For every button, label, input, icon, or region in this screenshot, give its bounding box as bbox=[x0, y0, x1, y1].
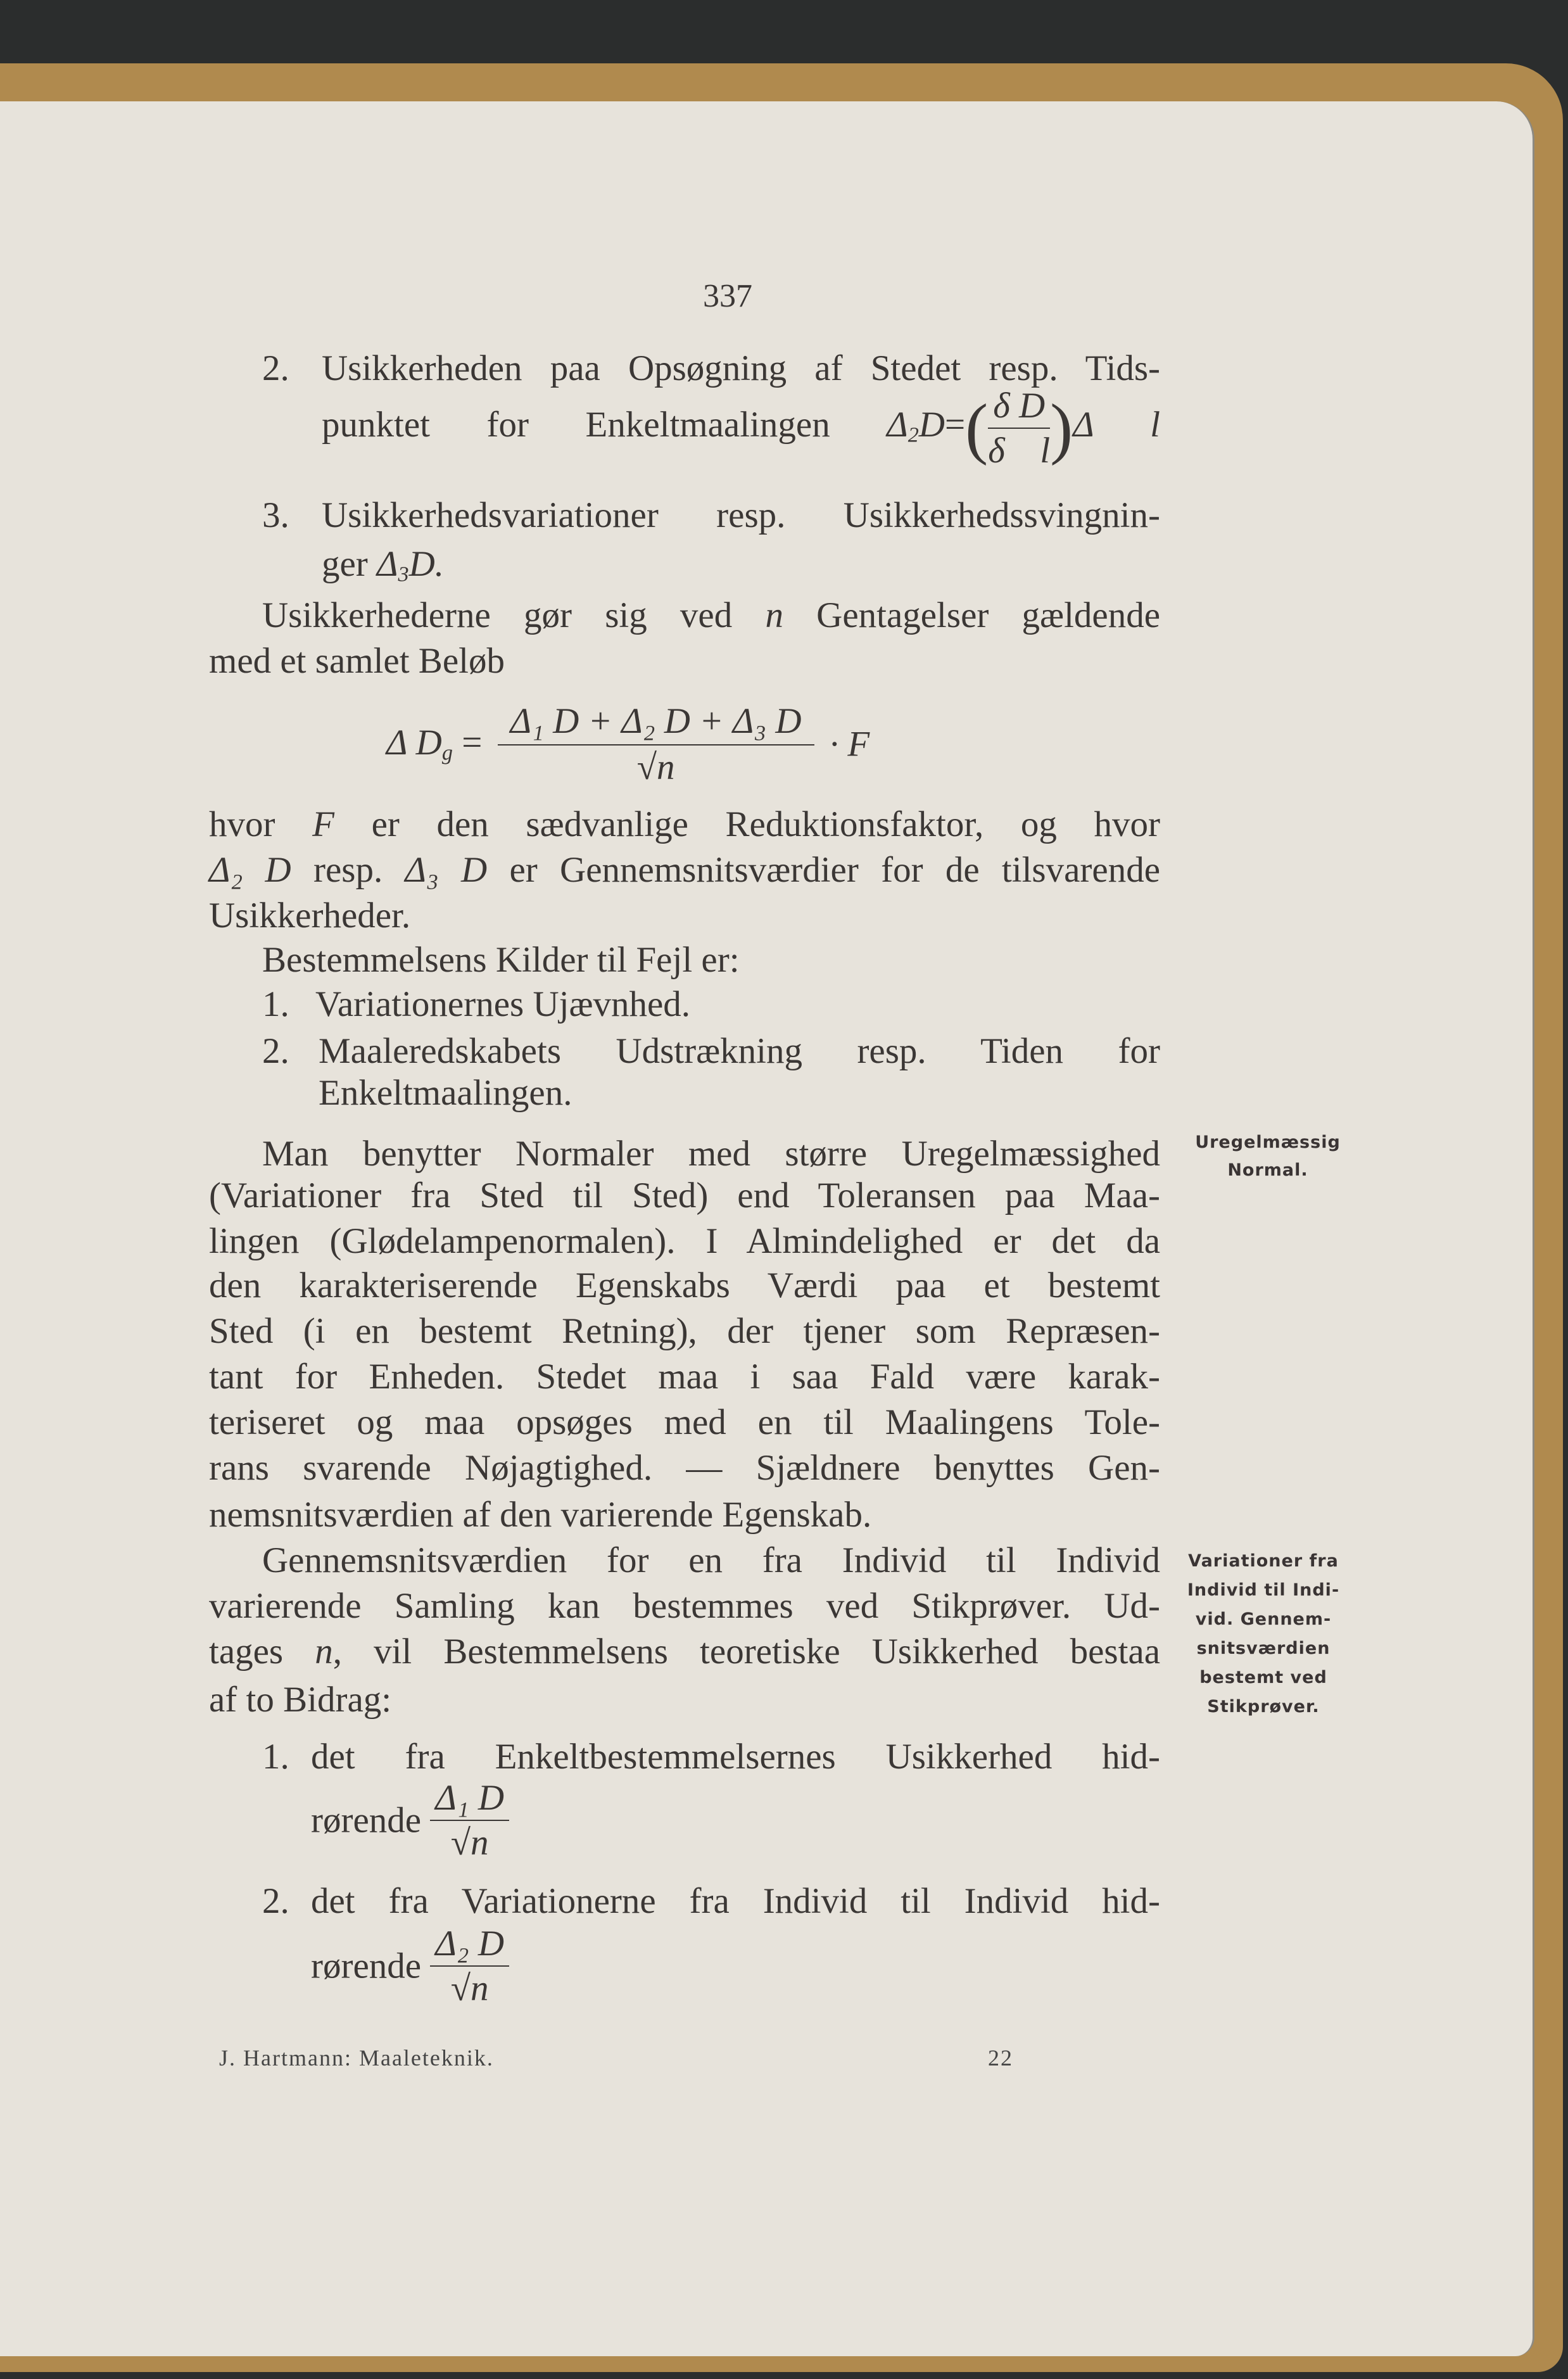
list-item-text: Usikkerhedsvariationer resp. Usikkerhedssvingnin- bbox=[322, 495, 1160, 535]
formula-delta2-d: $\Delta_2D$ bbox=[887, 405, 945, 447]
list-item-text: det fra Enkeltbestemmelsernes Usikkerhed hid- bbox=[311, 1737, 1160, 1777]
delta-l: Δ l bbox=[1073, 405, 1160, 445]
list-item-text: ger $\Delta_3D$. bbox=[322, 544, 445, 587]
list-item-text: Maaleredskabets Udstrækning resp. Tiden for bbox=[319, 1031, 1160, 1071]
paragraph-line: af to Bidrag: bbox=[209, 1680, 392, 1720]
footer-author-title: J. Hartmann: Maaleteknik. bbox=[219, 2045, 494, 2071]
paragraph-line: tant for Enheden. Stedet maa i saa Fald være karak- bbox=[209, 1357, 1160, 1397]
contribution-formula: rørende $\frac{\text{Δ₂ D}}{√n}$ bbox=[311, 1925, 509, 2007]
paragraph-line: Gennemsnitsværdien for en fra Individ til Individ bbox=[262, 1540, 1160, 1580]
paragraph-line: Δ₂ D resp. Δ₃ D er Gennemsnitsværdier for de tilsvarende bbox=[209, 850, 1160, 890]
paragraph-line: (Variationer fra Sted til Sted) end Toleransen paa Maa- bbox=[209, 1176, 1160, 1215]
page-number: 337 bbox=[703, 278, 752, 314]
equals: = bbox=[944, 405, 966, 445]
paragraph-line: den karakteriserende Egenskabs Værdi paa et bestemt bbox=[209, 1266, 1160, 1305]
paragraph-line: Usikkerhederne gør sig ved n Gentagelser gældende bbox=[262, 595, 1161, 635]
contribution-formula: rørende $\frac{\text{Δ₁ D}}{√n}$ bbox=[311, 1780, 509, 1861]
list-item-text-with-formula: punktet for Enkeltmaalingen $\Delta_2D=$( $\frac{\text{δ D}}{\text{δ l}}$ )Δ l bbox=[322, 386, 1160, 471]
paragraph-line: lingen (Glødelampenormalen). I Almindelighed er det da bbox=[209, 1221, 1160, 1261]
list-number: 1. bbox=[262, 1737, 289, 1777]
paragraph-line: Man benytter Normaler med større Uregelmæssighed bbox=[262, 1134, 1160, 1174]
footer-signature-mark: 22 bbox=[988, 2045, 1013, 2071]
formula-total-uncertainty: Δ $D_g$ = $\frac{\text{Δ₁ D + Δ₂ D + Δ₃ D}}{√n}$ · F bbox=[386, 701, 870, 787]
paragraph-line: hvor F er den sædvanlige Reduktionsfaktor, og hvor bbox=[209, 804, 1161, 844]
list-item-text: Variationernes Ujævnhed. bbox=[315, 984, 691, 1024]
paragraph-line: teriseret og maa opsøges med en til Maalingens Tole- bbox=[209, 1402, 1160, 1442]
paragraph-line: Usikkerheder. bbox=[209, 896, 411, 936]
list-number: 1. bbox=[262, 984, 289, 1024]
list-item-text: Usikkerheden paa Opsøgning af Stedet resp. Tids- bbox=[322, 348, 1160, 388]
paragraph-line: tages n, vil Bestemmelsens teoretiske Usikkerhed bestaa bbox=[209, 1632, 1161, 1672]
partial-derivative: $\frac{\text{δ D}}{\text{δ l}}$ bbox=[988, 386, 1051, 471]
margin-note: Variationer fra Individ til Indi- vid. Gennem- snitsværdien bestemt ved Stikprøver. bbox=[1187, 1551, 1340, 1716]
paragraph-line: Bestemmelsens Kilder til Fejl er: bbox=[262, 940, 740, 980]
list-item-text: det fra Variationerne fra Individ til Individ hid- bbox=[311, 1881, 1160, 1921]
list-item-text: punktet for Enkeltmaalingen bbox=[322, 405, 830, 445]
list-number: 3. bbox=[262, 495, 289, 535]
list-number: 2. bbox=[262, 1881, 289, 1921]
paragraph-line: varierende Samling kan bestemmes ved Stikprøver. Ud- bbox=[209, 1586, 1160, 1626]
margin-note: Uregelmæssig Normal. bbox=[1195, 1132, 1341, 1180]
list-number: 2. bbox=[262, 348, 289, 388]
list-number: 2. bbox=[262, 1031, 289, 1071]
paragraph-line: Sted (i en bestemt Retning), der tjener som Repræsen- bbox=[209, 1311, 1160, 1351]
paragraph-line: rans svarende Nøjagtighed. — Sjældnere benyttes Gen- bbox=[209, 1448, 1160, 1488]
list-item-text: Enkeltmaalingen. bbox=[319, 1073, 572, 1113]
paragraph-line: nemsnitsværdien af den varierende Egenskab. bbox=[209, 1495, 872, 1535]
paragraph-line: med et samlet Beløb bbox=[209, 641, 505, 681]
